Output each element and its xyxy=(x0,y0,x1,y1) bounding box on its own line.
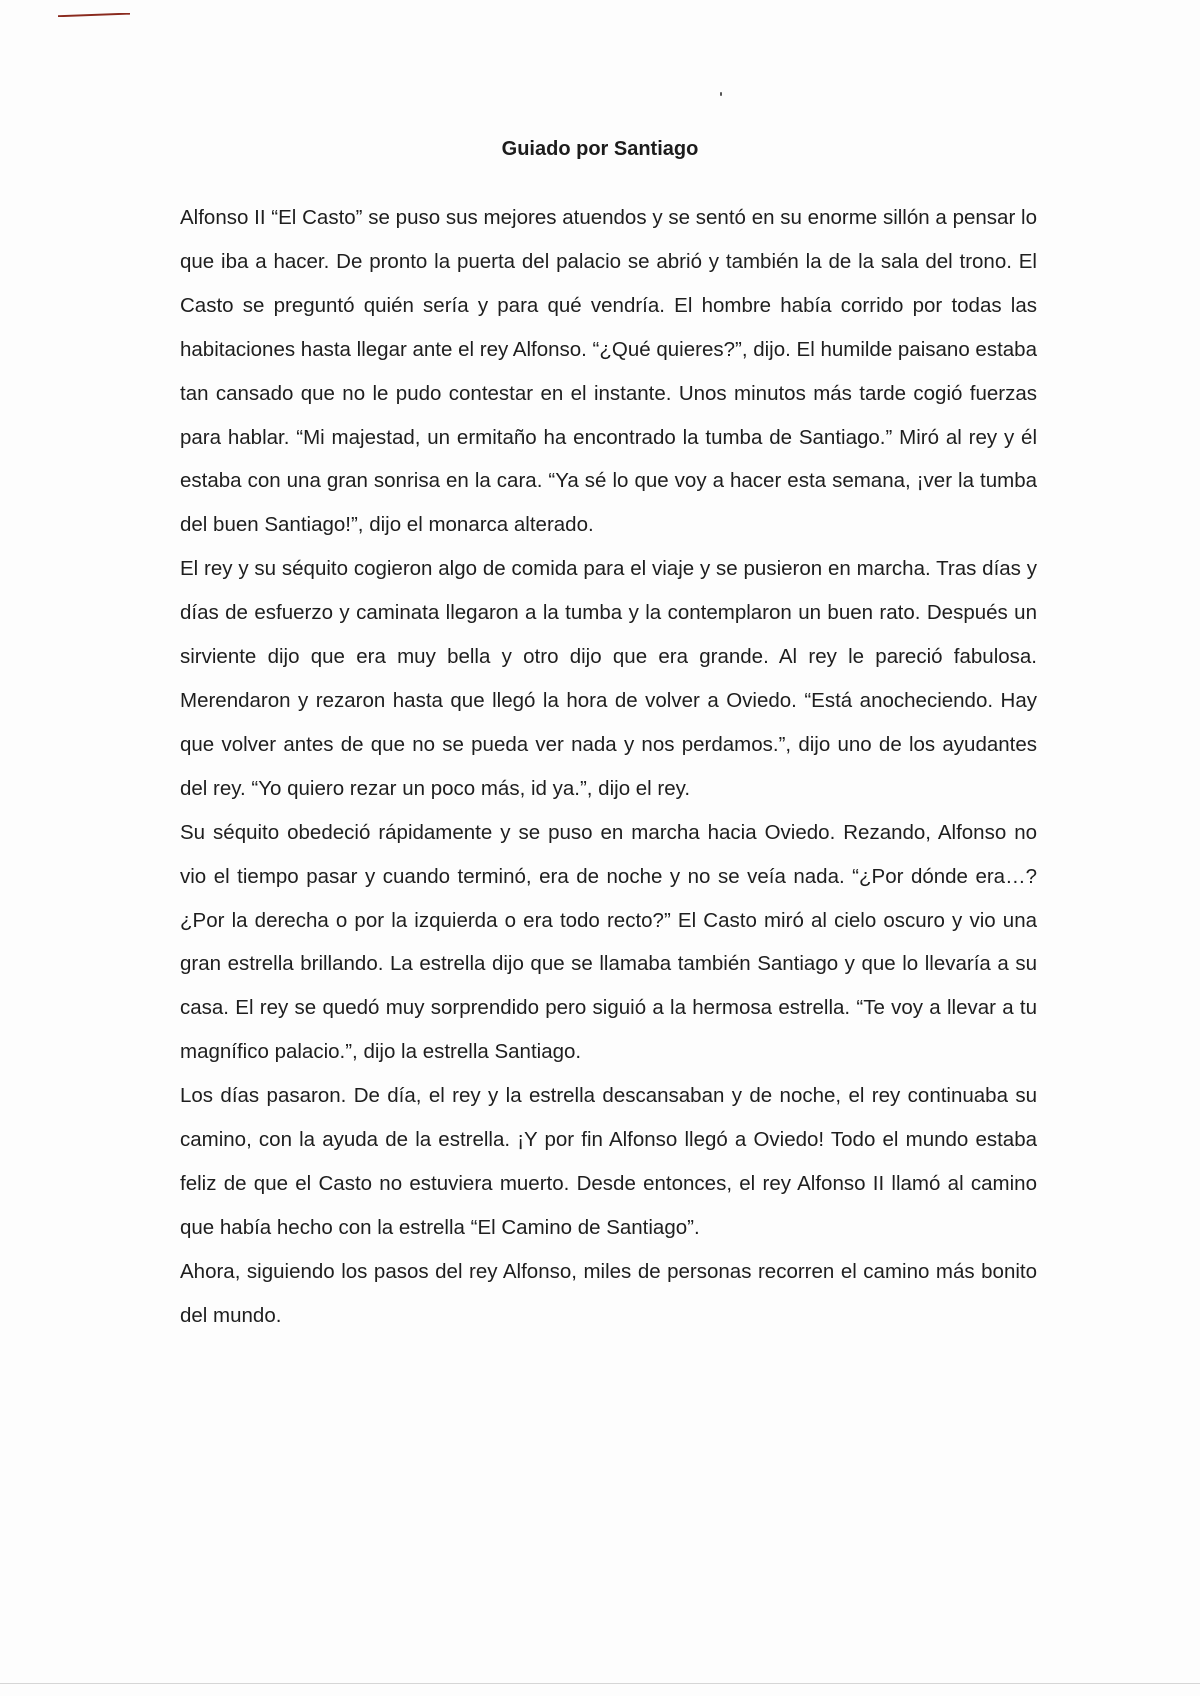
scan-bottom-edge xyxy=(0,1683,1200,1684)
paragraph: Su séquito obedeció rápidamente y se puso en marcha hacia Oviedo. Rezando, Alfonso no vio el tiempo pasar y cuando terminó, era de noche y no se veía nada. “¿Por dónde era…? ¿Por la derecha o por la izquierda o era todo recto?” El Casto miró al cielo oscuro y vio una gran estrella brillando. La estrella dijo que se llamaba también Santiago y que lo llevaría a su casa. El rey se quedó muy sorprendido pero siguió a la hermosa estrella. “Te voy a llevar a tu magnífico palacio.”, dijo la estrella Santiago. xyxy=(180,820,1037,1064)
scan-speck xyxy=(720,92,722,96)
paragraph: Los días pasaron. De día, el rey y la estrella descansaban y de noche, el rey continuaba su camino, con la ayuda de la estrella. ¡Y por fin Alfonso llegó a Oviedo! Todo el mundo estaba feliz de que el Casto no estuviera muerto. Desde entonces, el rey Alfonso II llamó al camino que había hecho con la estrella “El Camino de Santiago”. xyxy=(180,1084,1037,1239)
paragraph: Ahora, siguiendo los pasos del rey Alfonso, miles de personas recorren el camino más bonito del mundo. xyxy=(180,1259,1037,1327)
paragraph: El rey y su séquito cogieron algo de comida para el viaje y se pusieron en marcha. Tras días y días de esfuerzo y caminata llegaron a la tumba y la contemplaron un buen rato. Después un sirviente dijo que era muy bella y otro dijo que era grande. Al rey le pareció fabulosa. Merendaron y rezaron hasta que llegó la hora de volver a Oviedo. “Está anocheciendo. Hay que volver antes de que no se pueda ver nada y nos perdamos.”, dijo uno de los ayudantes del rey. “Yo quiero rezar un poco más, id ya.”, dijo el rey. xyxy=(180,557,1037,800)
pen-stroke-mark xyxy=(58,13,130,17)
page-title: Guiado por Santiago xyxy=(501,138,699,160)
story-body xyxy=(180,196,1037,1338)
paragraph: Alfonso II “El Casto” se puso sus mejores atuendos y se sentó en su enorme sillón a pensar lo que iba a hacer. De pronto la puerta del palacio se abrió y también la de la sala del trono. El Casto se preguntó quién sería y para qué vendría. El hombre había corrido por todas las habitaciones hasta llegar ante el rey Alfonso. “¿Qué quieres?”, dijo. El humilde paisano estaba tan cansado que no le pudo contestar en el instante. Unos minutos más tarde cogió fuerzas para hablar. “Mi majestad, un ermitaño ha encontrado la tumba de Santiago.” Miró al rey y él estaba con una gran sonrisa en la cara. “Ya sé lo que voy a hacer esta semana, ¡ver la tumba del buen Santiago!”, dijo el monarca alterado. xyxy=(180,206,1037,537)
